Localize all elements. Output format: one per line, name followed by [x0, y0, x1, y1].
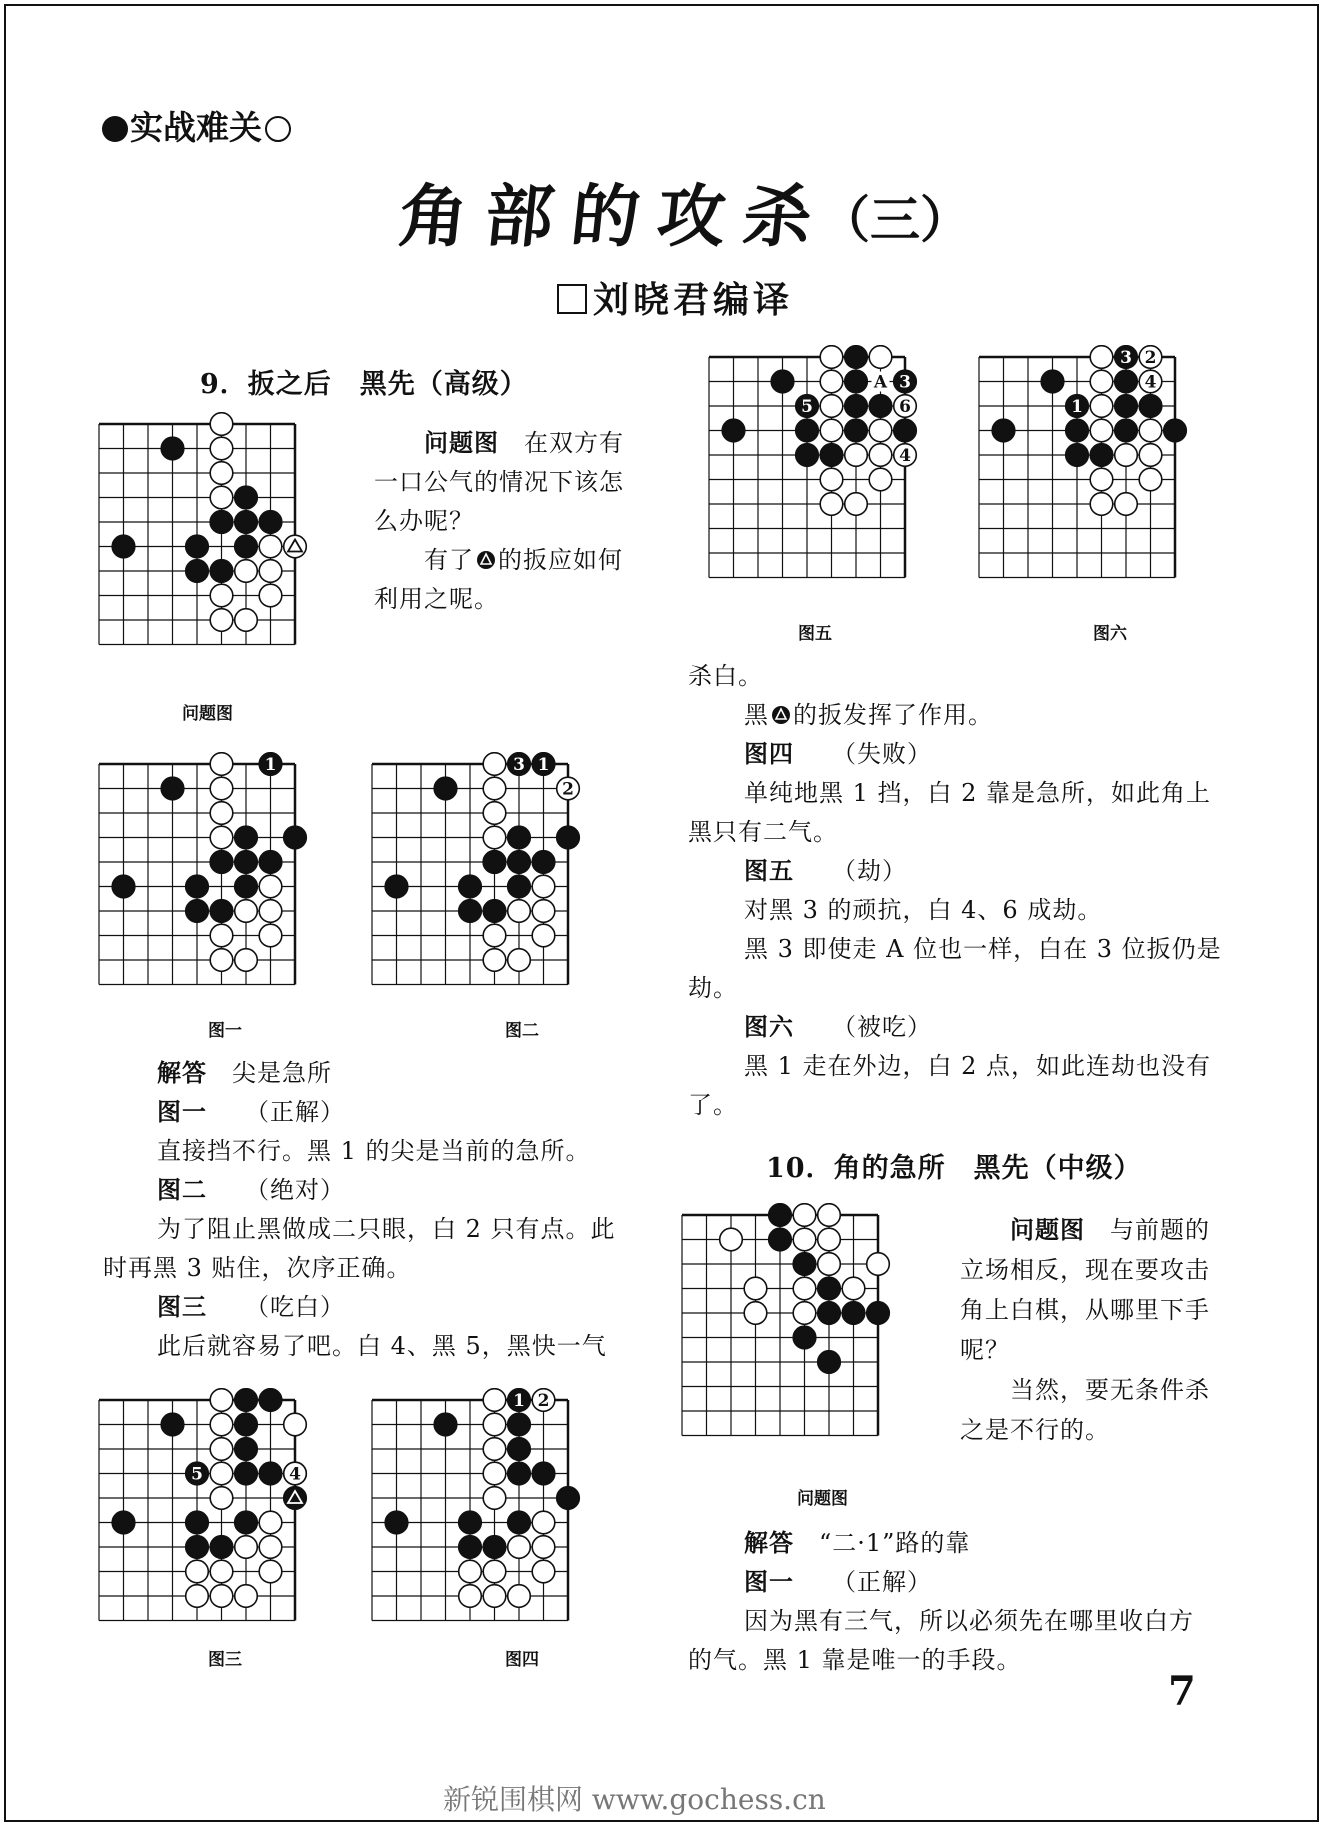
white-stone — [483, 1389, 506, 1412]
black-stone — [1090, 444, 1113, 467]
caption: 图五 — [798, 624, 832, 644]
white-stone — [532, 900, 555, 923]
black-stone — [235, 535, 258, 558]
black-stone — [771, 370, 794, 393]
white-stone — [1115, 493, 1138, 516]
white-stone — [210, 1585, 233, 1608]
black-stone — [508, 1438, 531, 1461]
white-stone — [210, 462, 233, 485]
white-stone — [210, 949, 233, 972]
move-number: 1 — [513, 1391, 525, 1411]
black-stone — [1115, 395, 1138, 418]
black-stone — [1115, 419, 1138, 442]
black-stone — [483, 851, 506, 874]
black-stone — [186, 1511, 209, 1534]
white-stone — [483, 753, 506, 776]
white-stone — [483, 949, 506, 972]
white-stone — [235, 949, 258, 972]
white-stone — [210, 1438, 233, 1461]
white-stone — [186, 1585, 209, 1608]
text-line: 么办呢？ — [374, 507, 474, 535]
black-stone — [161, 777, 184, 800]
board-figure-2 — [368, 752, 628, 1012]
text-line: 时再黑 3 贴住，次序正确。 — [103, 1254, 412, 1282]
text-line: 角上白棋，从哪里下手 — [960, 1296, 1210, 1324]
black-stone — [235, 486, 258, 509]
white-stone — [259, 924, 282, 947]
white-stone — [532, 1536, 555, 1559]
text-line: 单纯地黑 1 挡，白 2 靠是急所，如此角上 — [744, 779, 1212, 807]
white-stone — [869, 419, 892, 442]
white-stone — [259, 1511, 282, 1534]
black-stone — [818, 1351, 841, 1374]
caption: 问题图 — [797, 1489, 848, 1509]
black-stone — [459, 1536, 482, 1559]
move-number: 1 — [264, 755, 277, 775]
white-stone — [867, 1253, 890, 1276]
text-line: 图一 （正解） — [157, 1097, 345, 1126]
text-line: 此后就容易了吧。白 4、黑 5，黑快一气 — [157, 1332, 607, 1360]
black-stone — [259, 1462, 282, 1485]
white-stone — [845, 493, 868, 516]
black-stone — [532, 851, 555, 874]
black-stone — [161, 1413, 184, 1436]
text-line: 图四 （失败） — [744, 739, 932, 768]
black-stone — [186, 1536, 209, 1559]
board-figure-6 — [975, 345, 1235, 605]
white-stone — [210, 753, 233, 776]
black-stone — [210, 900, 233, 923]
board-grid — [372, 764, 568, 985]
white-stone — [210, 413, 233, 436]
board-figure-5 — [705, 345, 965, 605]
white-stone — [459, 1585, 482, 1608]
text-line: 当然，要无条件杀 — [1010, 1376, 1210, 1404]
black-stone — [385, 1511, 408, 1534]
white-stone — [1090, 493, 1113, 516]
white-stone — [820, 370, 843, 393]
move-number: 5 — [801, 397, 813, 417]
black-stone — [483, 900, 506, 923]
board-problem-9 — [95, 412, 355, 672]
black-stone — [259, 511, 282, 534]
white-stone — [483, 1462, 506, 1485]
black-stone — [508, 826, 531, 849]
white-stone — [210, 777, 233, 800]
black-stone — [235, 875, 258, 898]
white-stone — [793, 1204, 816, 1227]
black-stone — [845, 419, 868, 442]
black-stone — [235, 1438, 258, 1461]
black-stone — [557, 1487, 580, 1510]
text-line: 一口公气的情况下该怎 — [374, 468, 624, 496]
black-stone — [532, 1462, 555, 1485]
black-stone — [869, 395, 892, 418]
black-stone — [259, 851, 282, 874]
black-stone — [210, 511, 233, 534]
white-stone — [210, 826, 233, 849]
move-number: 3 — [1120, 348, 1132, 368]
text-line: 图六 （被吃） — [744, 1012, 932, 1041]
black-stone — [894, 419, 917, 442]
black-stone — [112, 875, 135, 898]
white-stone — [1090, 419, 1113, 442]
board-figure-3 — [95, 1388, 355, 1638]
white-stone — [259, 584, 282, 607]
board-grid — [99, 764, 295, 985]
black-stone — [845, 370, 868, 393]
author-line: 刘晓君编译 — [557, 272, 793, 323]
black-stone — [796, 419, 819, 442]
white-stone — [210, 1487, 233, 1510]
black-stone — [186, 900, 209, 923]
white-stone — [845, 444, 868, 467]
black-stone — [235, 851, 258, 874]
black-stone — [1164, 419, 1187, 442]
black-stone — [434, 1413, 457, 1436]
white-stone — [259, 1536, 282, 1559]
white-stone — [483, 1487, 506, 1510]
text-line: 黑只有二气。 — [688, 818, 838, 846]
black-stone — [483, 1536, 506, 1559]
black-stone — [722, 419, 745, 442]
black-stone — [235, 1511, 258, 1534]
white-stone — [818, 1253, 841, 1276]
black-stone — [186, 875, 209, 898]
white-stone — [483, 1438, 506, 1461]
black-triangle-stone-icon — [771, 705, 791, 725]
problem-heading: 10．角的急所 黑先（中级） — [766, 1153, 1142, 1184]
move-number: A — [873, 372, 888, 393]
black-stone — [235, 1462, 258, 1485]
black-dot-icon — [102, 116, 128, 142]
white-stone — [532, 875, 555, 898]
white-stone — [259, 875, 282, 898]
white-stone — [1090, 370, 1113, 393]
black-stone — [235, 1413, 258, 1436]
black-stone — [459, 875, 482, 898]
text-line: 图一 （正解） — [744, 1567, 932, 1596]
white-stone — [793, 1277, 816, 1300]
white-stone — [508, 1585, 531, 1608]
move-number: 1 — [1071, 397, 1083, 417]
black-stone — [235, 1389, 258, 1412]
black-stone — [112, 1511, 135, 1534]
white-stone — [235, 1536, 258, 1559]
black-stone — [769, 1228, 792, 1251]
black-triangle-stone-icon — [476, 550, 496, 570]
white-stone — [483, 1413, 506, 1436]
black-stone — [867, 1302, 890, 1325]
problem-heading: 9．扳之后 黑先（高级） — [200, 369, 528, 400]
white-stone — [869, 346, 892, 369]
white-stone — [1090, 346, 1113, 369]
white-stone — [259, 900, 282, 923]
page-number: 7 — [1168, 1668, 1196, 1715]
white-stone — [1139, 419, 1162, 442]
white-stone — [744, 1302, 767, 1325]
move-number: 2 — [562, 779, 574, 800]
white-stone — [210, 1413, 233, 1436]
text-line: 杀白。 — [688, 662, 763, 690]
text-line: 图二 （绝对） — [157, 1175, 345, 1204]
move-number: 3 — [899, 372, 911, 393]
caption: 问题图 — [182, 704, 233, 724]
white-stone — [235, 900, 258, 923]
text-line: 图五 （劫） — [744, 856, 907, 885]
white-stone — [210, 437, 233, 460]
move-number: 5 — [191, 1464, 203, 1485]
text-line: 呢？ — [960, 1336, 1010, 1364]
text-line: 问题图 在双方有 — [424, 428, 624, 457]
board-grid — [99, 424, 295, 645]
black-stone — [186, 560, 209, 583]
black-stone — [259, 1389, 282, 1412]
white-stone — [842, 1277, 865, 1300]
black-stone — [210, 560, 233, 583]
caption: 图一 — [208, 1021, 242, 1041]
white-stone — [483, 924, 506, 947]
caption: 图四 — [505, 1650, 539, 1670]
white-stone — [532, 924, 555, 947]
white-stone — [210, 584, 233, 607]
white-stone — [284, 1413, 307, 1436]
move-number: 4 — [289, 1464, 301, 1485]
caption: 图二 — [505, 1021, 539, 1041]
text-line: 劫。 — [688, 974, 738, 1002]
black-stone — [210, 851, 233, 874]
black-stone — [210, 1536, 233, 1559]
white-stone — [508, 900, 531, 923]
white-stone — [818, 1228, 841, 1251]
black-stone — [459, 900, 482, 923]
page-title: 角部的攻杀 — [395, 178, 834, 257]
white-stone — [793, 1302, 816, 1325]
text-line: 有了 的扳应如何 — [424, 546, 623, 574]
white-stone — [532, 1511, 555, 1534]
white-stone — [1139, 444, 1162, 467]
black-stone — [508, 1511, 531, 1534]
black-stone — [992, 419, 1015, 442]
white-stone — [210, 1560, 233, 1583]
white-stone — [483, 802, 506, 825]
text-line: 的气。黑 1 靠是唯一的手段。 — [688, 1646, 1022, 1674]
white-stone — [210, 1462, 233, 1485]
move-number: 4 — [899, 446, 911, 466]
black-stone — [508, 875, 531, 898]
move-number: 2 — [1144, 348, 1157, 368]
caption: 图三 — [208, 1650, 242, 1670]
white-stone — [869, 468, 892, 491]
black-stone — [845, 395, 868, 418]
text-line: 之是不行的。 — [960, 1416, 1110, 1444]
black-stone — [1041, 370, 1064, 393]
white-stone — [235, 1585, 258, 1608]
move-number: 6 — [899, 397, 911, 417]
black-stone — [1066, 419, 1089, 442]
white-stone — [1090, 468, 1113, 491]
black-stone — [557, 826, 580, 849]
black-stone — [845, 346, 868, 369]
text-line: 利用之呢。 — [374, 585, 499, 613]
white-stone — [483, 777, 506, 800]
white-stone — [459, 1560, 482, 1583]
black-stone — [459, 1511, 482, 1534]
move-number: 1 — [537, 755, 550, 775]
white-stone — [1139, 468, 1162, 491]
white-stone — [820, 468, 843, 491]
board-problem-10 — [678, 1203, 958, 1473]
black-stone — [793, 1253, 816, 1276]
white-stone — [235, 560, 258, 583]
text-line: 黑 1 走在外边，白 2 点，如此连劫也没有 — [744, 1052, 1212, 1080]
white-stone — [483, 826, 506, 849]
white-stone — [744, 1277, 767, 1300]
white-stone — [186, 1560, 209, 1583]
move-number: 4 — [1144, 372, 1157, 393]
white-stone — [820, 395, 843, 418]
white-stone — [720, 1228, 743, 1251]
move-number: 2 — [537, 1391, 550, 1411]
white-stone — [210, 802, 233, 825]
black-stone — [508, 851, 531, 874]
text-line: 立场相反，现在要攻击 — [960, 1256, 1210, 1284]
text-line: 问题图 与前题的 — [1010, 1215, 1210, 1244]
text-line: 因为黑有三气，所以必须先在哪里收白方 — [744, 1607, 1194, 1635]
footer-watermark: 新锐围棋网 www.gochess.cn — [443, 1783, 826, 1816]
black-stone — [186, 535, 209, 558]
black-stone — [842, 1302, 865, 1325]
white-stone — [818, 1204, 841, 1227]
text-line: 对黑 3 的顽抗，白 4、6 成劫。 — [744, 896, 1103, 924]
text-line: 解答 尖是急所 — [157, 1058, 332, 1087]
black-stone — [235, 511, 258, 534]
white-stone — [793, 1228, 816, 1251]
caption: 图六 — [1093, 624, 1127, 644]
board-figure-1 — [95, 752, 355, 1012]
white-stone — [259, 1560, 282, 1583]
white-stone — [259, 535, 282, 558]
black-stone — [820, 444, 843, 467]
square-icon — [557, 284, 587, 314]
move-number: 3 — [513, 755, 525, 775]
black-stone — [235, 826, 258, 849]
white-stone — [820, 419, 843, 442]
black-stone — [1115, 370, 1138, 393]
white-stone — [210, 1389, 233, 1412]
white-stone — [508, 949, 531, 972]
text-line: 为了阻止黑做成二只眼，白 2 只有点。此 — [157, 1215, 616, 1243]
white-stone — [532, 1560, 555, 1583]
black-stone — [284, 826, 307, 849]
black-stone — [508, 1413, 531, 1436]
white-stone — [1090, 395, 1113, 418]
black-stone — [769, 1204, 792, 1227]
white-stone — [483, 1560, 506, 1583]
black-stone — [1066, 444, 1089, 467]
page-title-suffix: （三） — [820, 191, 970, 249]
black-stone — [161, 437, 184, 460]
black-stone — [1139, 395, 1162, 418]
black-stone — [793, 1326, 816, 1349]
white-stone — [210, 486, 233, 509]
text-line: 图三 （吃白） — [157, 1292, 345, 1321]
text-line: 了。 — [688, 1091, 738, 1119]
white-stone — [869, 444, 892, 467]
white-dot-icon — [265, 116, 291, 142]
white-stone — [483, 1585, 506, 1608]
white-stone — [820, 346, 843, 369]
text-line: 解答 “二·1”路的靠 — [744, 1528, 971, 1557]
white-stone — [820, 493, 843, 516]
white-stone — [259, 560, 282, 583]
black-stone — [508, 1462, 531, 1485]
black-stone — [385, 875, 408, 898]
white-stone — [210, 609, 233, 632]
black-stone — [434, 777, 457, 800]
black-stone — [112, 535, 135, 558]
white-stone — [1115, 444, 1138, 467]
white-stone — [235, 609, 258, 632]
board-figure-4 — [368, 1388, 628, 1638]
series-tag: 实战难关 — [102, 102, 293, 149]
text-line: 直接挡不行。黑 1 的尖是当前的急所。 — [157, 1137, 591, 1165]
white-stone — [210, 924, 233, 947]
text-line: 黑 3 即使走 A 位也一样，白在 3 位扳仍是 — [744, 935, 1222, 963]
text-line: 黑 的扳发挥了作用。 — [744, 701, 993, 729]
black-stone — [796, 444, 819, 467]
black-stone — [818, 1277, 841, 1300]
black-stone — [818, 1302, 841, 1325]
white-stone — [508, 1536, 531, 1559]
